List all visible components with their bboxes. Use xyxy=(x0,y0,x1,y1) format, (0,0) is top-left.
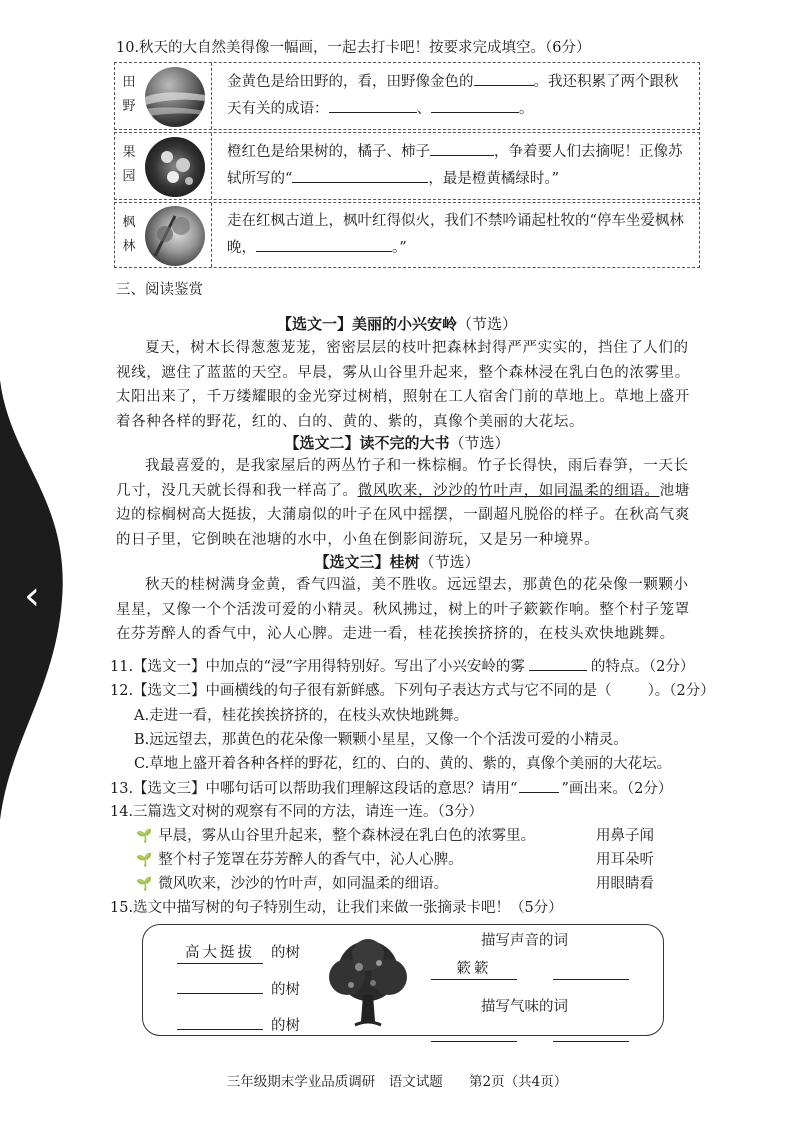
row-label: 枫林 xyxy=(122,215,136,254)
footer-page-number: 第2页（共4页） xyxy=(469,1074,568,1090)
q10-row-tianye xyxy=(114,62,700,130)
q11: 11.【选文一】中加点的“浸”字用得特别好。写出了小兴安岭的雾 的特点。（2分） xyxy=(110,656,694,677)
q14-right-1[interactable]: 用鼻子闻 xyxy=(596,828,654,844)
sprout-icon: 🌱 xyxy=(136,829,153,844)
row-label: 田野 xyxy=(122,75,136,114)
q10-fenglin-text-1: 走在红枫古道上，枫叶红得似火，我们不禁吟诵起杜牧的“停车坐爱枫林 xyxy=(227,213,684,229)
q14-left-1[interactable]: 🌱 早晨，雾从山谷里升起来，整个森林浸在乳白色的浓雾里。 xyxy=(136,826,535,847)
maple-photo xyxy=(145,206,205,266)
orchard-photo xyxy=(145,137,205,197)
q10-guoyuan-text-2: ，争着要人们去摘呢！正像苏 xyxy=(494,144,683,160)
row-label: 果园 xyxy=(122,145,136,184)
tree-icon xyxy=(323,937,413,1029)
passage1-title: 【选文一】美丽的小兴安岭（节选） xyxy=(276,315,518,333)
q10-row-guoyuan xyxy=(114,132,700,200)
q12-option-a[interactable]: A.走进一看，桂花挨挨挤挤的，在枝头欢快地跳舞。 xyxy=(134,708,469,724)
card-line-2: 的树 xyxy=(177,979,300,1000)
q10-idiom-blank-1[interactable] xyxy=(329,98,417,113)
q14-left-3[interactable]: 🌱 微风吹来，沙沙的竹叶声，如同温柔的细语。 xyxy=(136,874,448,895)
q12-option-c[interactable]: C.草地上盛开着各种各样的野花，红的、白的、黄的、紫的，真像个美丽的大花坛。 xyxy=(134,756,672,772)
q12-option-b[interactable]: B.远远望去，那黄色的花朵像一颗颗小星星，又像一个个活泼可爱的小精灵。 xyxy=(134,732,628,748)
q14-title: 14.三篇选文对树的观察有不同的方法，请连一连。（3分） xyxy=(110,804,484,820)
card-sound-blank[interactable] xyxy=(553,965,629,980)
q10-tianye-text-3: 天有关的成语： xyxy=(227,101,329,117)
q10-tianye-text-1: 金黄色是给田野的，看，田野像金色的 xyxy=(227,74,474,90)
card-smell-blank-1[interactable] xyxy=(431,1027,517,1042)
q10-idiom-blank-2[interactable] xyxy=(431,98,519,113)
q14-right-2[interactable]: 用耳朵听 xyxy=(596,852,654,868)
q10-poem-blank-2[interactable] xyxy=(256,237,392,252)
q10-guoyuan-text-4: ，最是橙黄橘绿时。” xyxy=(428,171,560,187)
q10-guoyuan-text-3: 轼所写的“ xyxy=(227,171,293,187)
sprout-icon: 🌱 xyxy=(136,877,153,892)
card-tree-blank-2[interactable] xyxy=(177,1015,263,1030)
card-example-word: 高大挺拔 xyxy=(177,943,263,964)
q10-title: 10.秋天的大自然美得像一幅画，一起去打卡吧！按要求完成填空。（6分） xyxy=(116,40,591,56)
passage3-title: 【选文三】桂树（节选） xyxy=(314,553,480,571)
q10-tianye-text-4: 、 xyxy=(416,101,431,117)
q10-poem-blank-1[interactable] xyxy=(292,168,428,183)
q10-tianye-text-2: 。我还积累了两个跟秋 xyxy=(533,74,679,90)
q14-right-3[interactable]: 用眼睛看 xyxy=(596,876,654,892)
q10-tianye-text-5: 。 xyxy=(519,101,534,117)
q10-fenglin-text-2: 晚， xyxy=(227,240,256,256)
underlined-sentence: 微风吹来，沙沙的竹叶声，如同温柔的细语。 xyxy=(357,482,660,499)
passage2-text: 我最喜爱的，是我家屋后的两丛竹子和一株棕榈。竹子长得快，雨后春笋，一天长几寸，没几天就长得和我一样高了。微风吹来，沙沙的竹叶声，如同温柔的细语。池塘边的棕榈树高大挺拔，大蒲扇似的叶子在风中摇摆，一副超凡脱俗的样子。在秋高气爽的日子里，它倒映在池塘的水中，小鱼在倒影间游玩，又是另一种境界。 xyxy=(116,458,690,548)
smell-words-title: 描写气味的词 xyxy=(481,999,568,1015)
passage3-text: 秋天的桂树满身金黄，香气四溢，美不胜收。远远望去，那黄色的花朵像一颗颗小星星，又像一个个活泼可爱的小精灵。秋风拂过，树上的叶子簌簌作响。整个村子笼罩在芬芳醉人的香气中，沁人心脾。走进一看，桂花挨挨挤挤的，在枝头欢快地跳舞。 xyxy=(116,577,690,642)
passage1-text: 夏天，树木长得葱葱茏茏，密密层层的枝叶把森林封得严严实实的，挡住了人们的视线，遮住了蓝蓝的天空。早晨，雾从山谷里升起来，整个森林浸在乳白色的浓雾里。太阳出来了，千万缕耀眼的金光穿过树梢，照射在工人宿舍门前的草地上。草地上盛开着各种各样的野花，红的、白的、黄的、紫的，真像个美丽的大花坛。 xyxy=(116,340,690,430)
sound-words-title: 描写声音的词 xyxy=(481,933,568,949)
q10-fenglin-text-3: 。” xyxy=(392,240,407,256)
q10-guoyuan-blank-1[interactable] xyxy=(430,141,494,156)
q13: 13.【选文三】中哪句话可以帮助我们理解这段话的意思？请用“ ”画出来。（2分） xyxy=(110,778,672,799)
back-chevron-icon[interactable]: ‹ xyxy=(24,573,40,619)
passage2-title: 【选文二】读不完的大书（节选） xyxy=(284,434,510,452)
card-tree-blank-1[interactable] xyxy=(177,979,263,994)
card-sound-word-1: 簌簌 xyxy=(431,959,517,980)
q10-guoyuan-text-1: 橙红色是给果树的，橘子、柿子 xyxy=(227,144,430,160)
q10-row-fenglin xyxy=(114,202,700,268)
excerpt-card xyxy=(142,924,664,1036)
sound-example xyxy=(431,959,517,980)
page-footer xyxy=(0,1070,794,1090)
section-title: 三、阅读鉴赏 xyxy=(116,282,203,298)
sprout-icon: 🌱 xyxy=(136,853,153,868)
card-smell-blank-2[interactable] xyxy=(553,1027,629,1042)
q13-underline-sample xyxy=(519,778,559,793)
q10-tianye-blank-1[interactable] xyxy=(474,71,534,86)
q14-left-2[interactable]: 🌱 整个村子笼罩在芬芳醉人的香气中，沁人心脾。 xyxy=(136,850,463,871)
q12: 12.【选文二】中画横线的句子很有新鲜感。下列句子表达方式与它不同的是（ ）。（2分） xyxy=(110,683,715,699)
q15-title: 15.选文中描写树的句子特别生动，让我们来做一张摘录卡吧！（5分） xyxy=(110,900,563,916)
footer-exam-title: 三年级期末学业品质调研 语文试题 xyxy=(226,1074,443,1090)
field-photo xyxy=(145,67,205,127)
card-line-3: 的树 xyxy=(177,1015,300,1036)
card-line-1: 高大挺拔 的树 xyxy=(177,943,300,964)
q11-answer-blank[interactable] xyxy=(529,656,587,671)
